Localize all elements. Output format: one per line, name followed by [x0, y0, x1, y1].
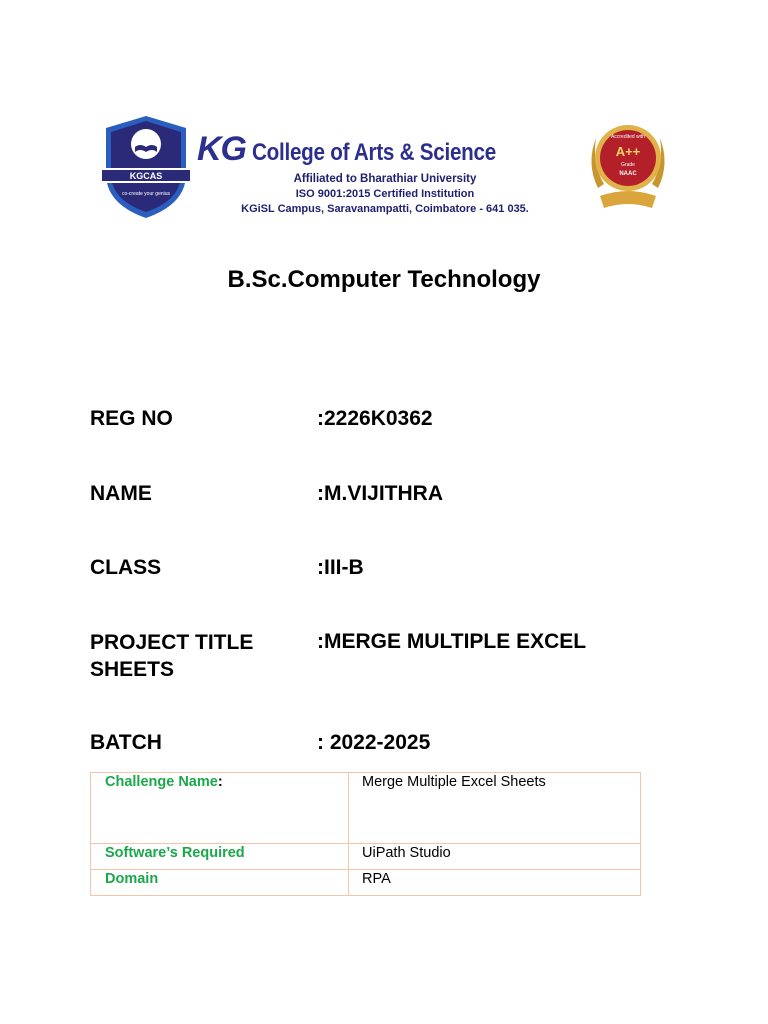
challenge-name-key: Challenge Name — [105, 774, 218, 790]
naac-badge-logo — [584, 118, 672, 216]
college-name — [197, 130, 536, 169]
table-row — [91, 844, 641, 870]
affiliation-text: Affiliated to Bharathiar University — [293, 173, 477, 185]
class-value: :III-B — [317, 556, 364, 579]
challenge-name-colon: : — [217, 774, 223, 790]
kgcas-shield-logo — [100, 114, 192, 220]
name-label: NAME — [90, 482, 152, 505]
table-key-cell — [91, 773, 349, 844]
name-value: :M.VIJITHRA — [317, 482, 443, 505]
logo-left-text: KGCAS — [129, 171, 163, 181]
batch-label: BATCH — [90, 731, 162, 754]
badge-grade: A++ — [615, 144, 641, 159]
challenge-name-value: Merge Multiple Excel Sheets — [349, 773, 641, 844]
project-info-table — [90, 772, 641, 896]
badge-top-text: Accredited with — [611, 134, 645, 140]
table-row — [91, 870, 641, 896]
reg-no-value: :2226K0362 — [317, 407, 433, 430]
logo-left-tagline: co-create your genius — [121, 191, 171, 197]
badge-org: NAAC — [619, 171, 637, 177]
college-banner — [100, 114, 672, 222]
project-title-label: PROJECT TITLE SHEETS — [90, 631, 254, 681]
address-text: KGiSL Campus, Saravanampatti, Coimbatore - 641 035. — [241, 203, 529, 215]
course-title: B.Sc.Computer Technology — [227, 266, 541, 293]
college-kg: KG — [197, 130, 246, 168]
reg-no-label: REG NO — [90, 407, 173, 430]
batch-value: : 2022-2025 — [317, 731, 431, 754]
domain-value: RPA — [349, 870, 641, 896]
software-required-value: UiPath Studio — [349, 844, 641, 870]
table-row — [91, 773, 641, 844]
class-label: CLASS — [90, 556, 162, 579]
domain-key: Domain — [91, 870, 349, 896]
certification-text: ISO 9001:2015 Certified Institution — [295, 188, 475, 200]
badge-grade-word: Grade — [621, 162, 635, 168]
college-name-text: College of Arts & Science — [252, 139, 496, 166]
project-title-value: :MERGE MULTIPLE EXCEL — [317, 630, 587, 653]
software-required-key: Software’s Required — [91, 844, 349, 870]
